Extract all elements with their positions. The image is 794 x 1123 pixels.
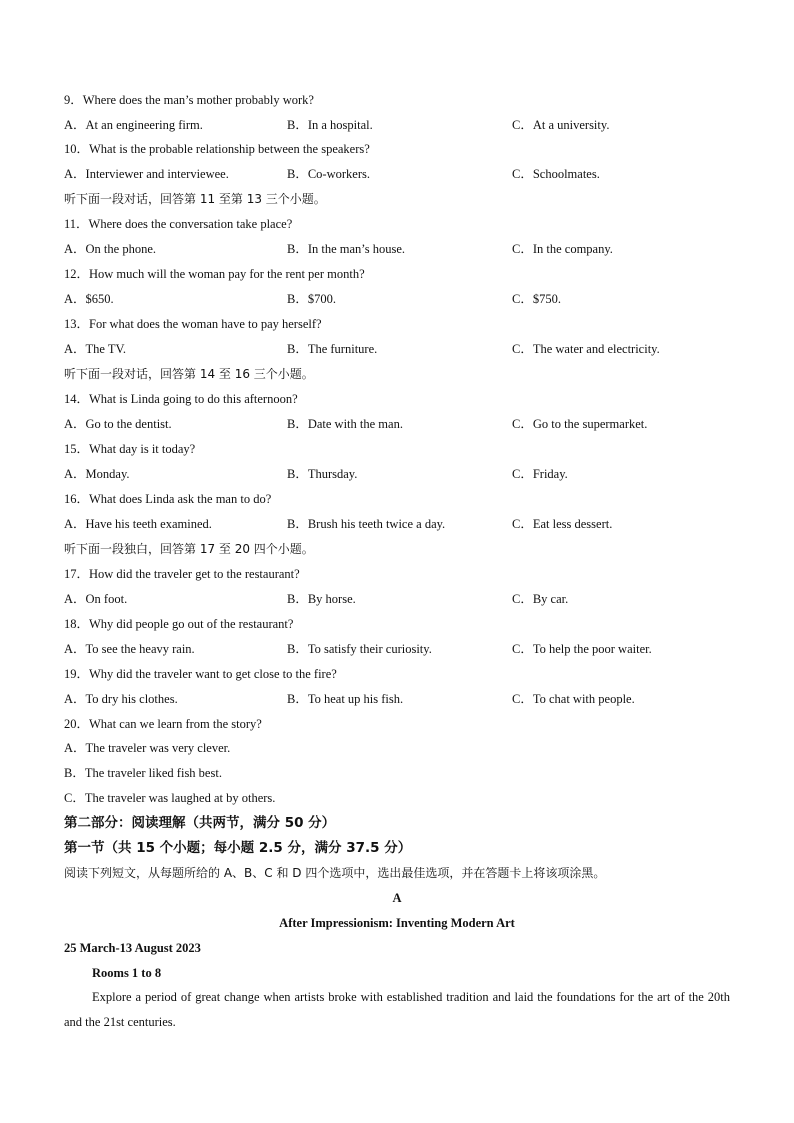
option-b: B．By horse. [287,592,356,606]
option-b: B．To satisfy their curiosity. [287,642,432,656]
question-stem: 10．What is the probable relationship between the speakers? [64,142,370,156]
question-stem: 18．Why did people go out of the restaurant? [64,617,294,631]
option-b: B．The traveler liked fish best. [64,766,222,780]
question-stem: 12．How much will the woman pay for the rent per month? [64,267,365,281]
option-a: A．To dry his clothes. [64,692,178,706]
option-a: A．Interviewer and interviewee. [64,167,229,181]
listening-instruction: 听下面一段独白，回答第 17 至 20 四个小题。 [64,542,314,556]
option-c: C．Friday. [512,467,568,481]
option-a: A．$650. [64,292,114,306]
passage-dates: 25 March-13 August 2023 [64,941,201,955]
option-c: C．To help the poor waiter. [512,642,652,656]
listening-instruction: 听下面一段对话，回答第 11 至第 13 三个小题。 [64,192,326,206]
option-b: B．$700. [287,292,336,306]
passage-paragraph: Explore a period of great change when artists broke with established tradition and laid the foundations for the art of the 20th and the 21st centuries. [64,990,730,1029]
option-b: B．Brush his teeth twice a day. [287,517,446,531]
option-c: C．The water and electricity. [512,342,660,356]
passage-label: A [392,891,402,905]
option-a: A．Go to the dentist. [64,417,172,431]
option-a: A．On foot. [64,592,128,606]
option-c: C．$750. [512,292,561,306]
option-b: B．To heat up his fish. [287,692,404,706]
option-b: B．Co-workers. [287,167,370,181]
question-stem: 17．How did the traveler get to the restaurant? [64,567,300,581]
option-c: C．Eat less dessert. [512,517,613,531]
option-a: A．The traveler was very clever. [64,741,231,755]
question-stem: 9．Where does the man’s mother probably work? [64,93,314,107]
option-c: C．At a university. [512,118,610,132]
question-stem: 19．Why did the traveler want to get close to the fire? [64,667,337,681]
option-c: C．In the company. [512,242,613,256]
option-b: B．In the man’s house. [287,242,406,256]
passage-title: After Impressionism: Inventing Modern Art [279,916,515,930]
option-c: C．By car. [512,592,569,606]
option-b: B．Date with the man. [287,417,403,431]
option-a: A．Have his teeth examined. [64,517,212,531]
option-a: A．The TV. [64,342,127,356]
option-a: A．Monday. [64,467,130,481]
question-stem: 20．What can we learn from the story? [64,717,262,731]
section-heading: 第一节（共 15 个小题；每小题 2.5 分，满分 37.5 分） [64,840,412,856]
option-a: A．On the phone. [64,242,156,256]
option-b: B．The furniture. [287,342,378,356]
question-stem: 16．What does Linda ask the man to do? [64,492,272,506]
option-c: C．To chat with people. [512,692,635,706]
option-c: C．The traveler was laughed at by others. [64,791,276,805]
question-stem: 11．Where does the conversation take place? [64,217,293,231]
option-a: A．At an engineering firm. [64,118,203,132]
section-directions: 阅读下列短文，从每题所给的 A、B、C 和 D 四个选项中，选出最佳选项，并在答题卡上将该项涂黑。 [64,866,606,880]
option-b: B．Thursday. [287,467,358,481]
passage-rooms: Rooms 1 to 8 [92,966,162,980]
question-stem: 15．What day is it today? [64,442,196,456]
question-stem: 13．For what does the woman have to pay herself? [64,317,322,331]
option-c: C．Schoolmates. [512,167,600,181]
option-c: C．Go to the supermarket. [512,417,648,431]
question-stem: 14．What is Linda going to do this afternoon? [64,392,298,406]
option-a: A．To see the heavy rain. [64,642,195,656]
option-b: B．In a hospital. [287,118,373,132]
part-heading: 第二部分：阅读理解（共两节，满分 50 分） [64,815,336,831]
listening-instruction: 听下面一段对话，回答第 14 至 16 三个小题。 [64,367,314,381]
